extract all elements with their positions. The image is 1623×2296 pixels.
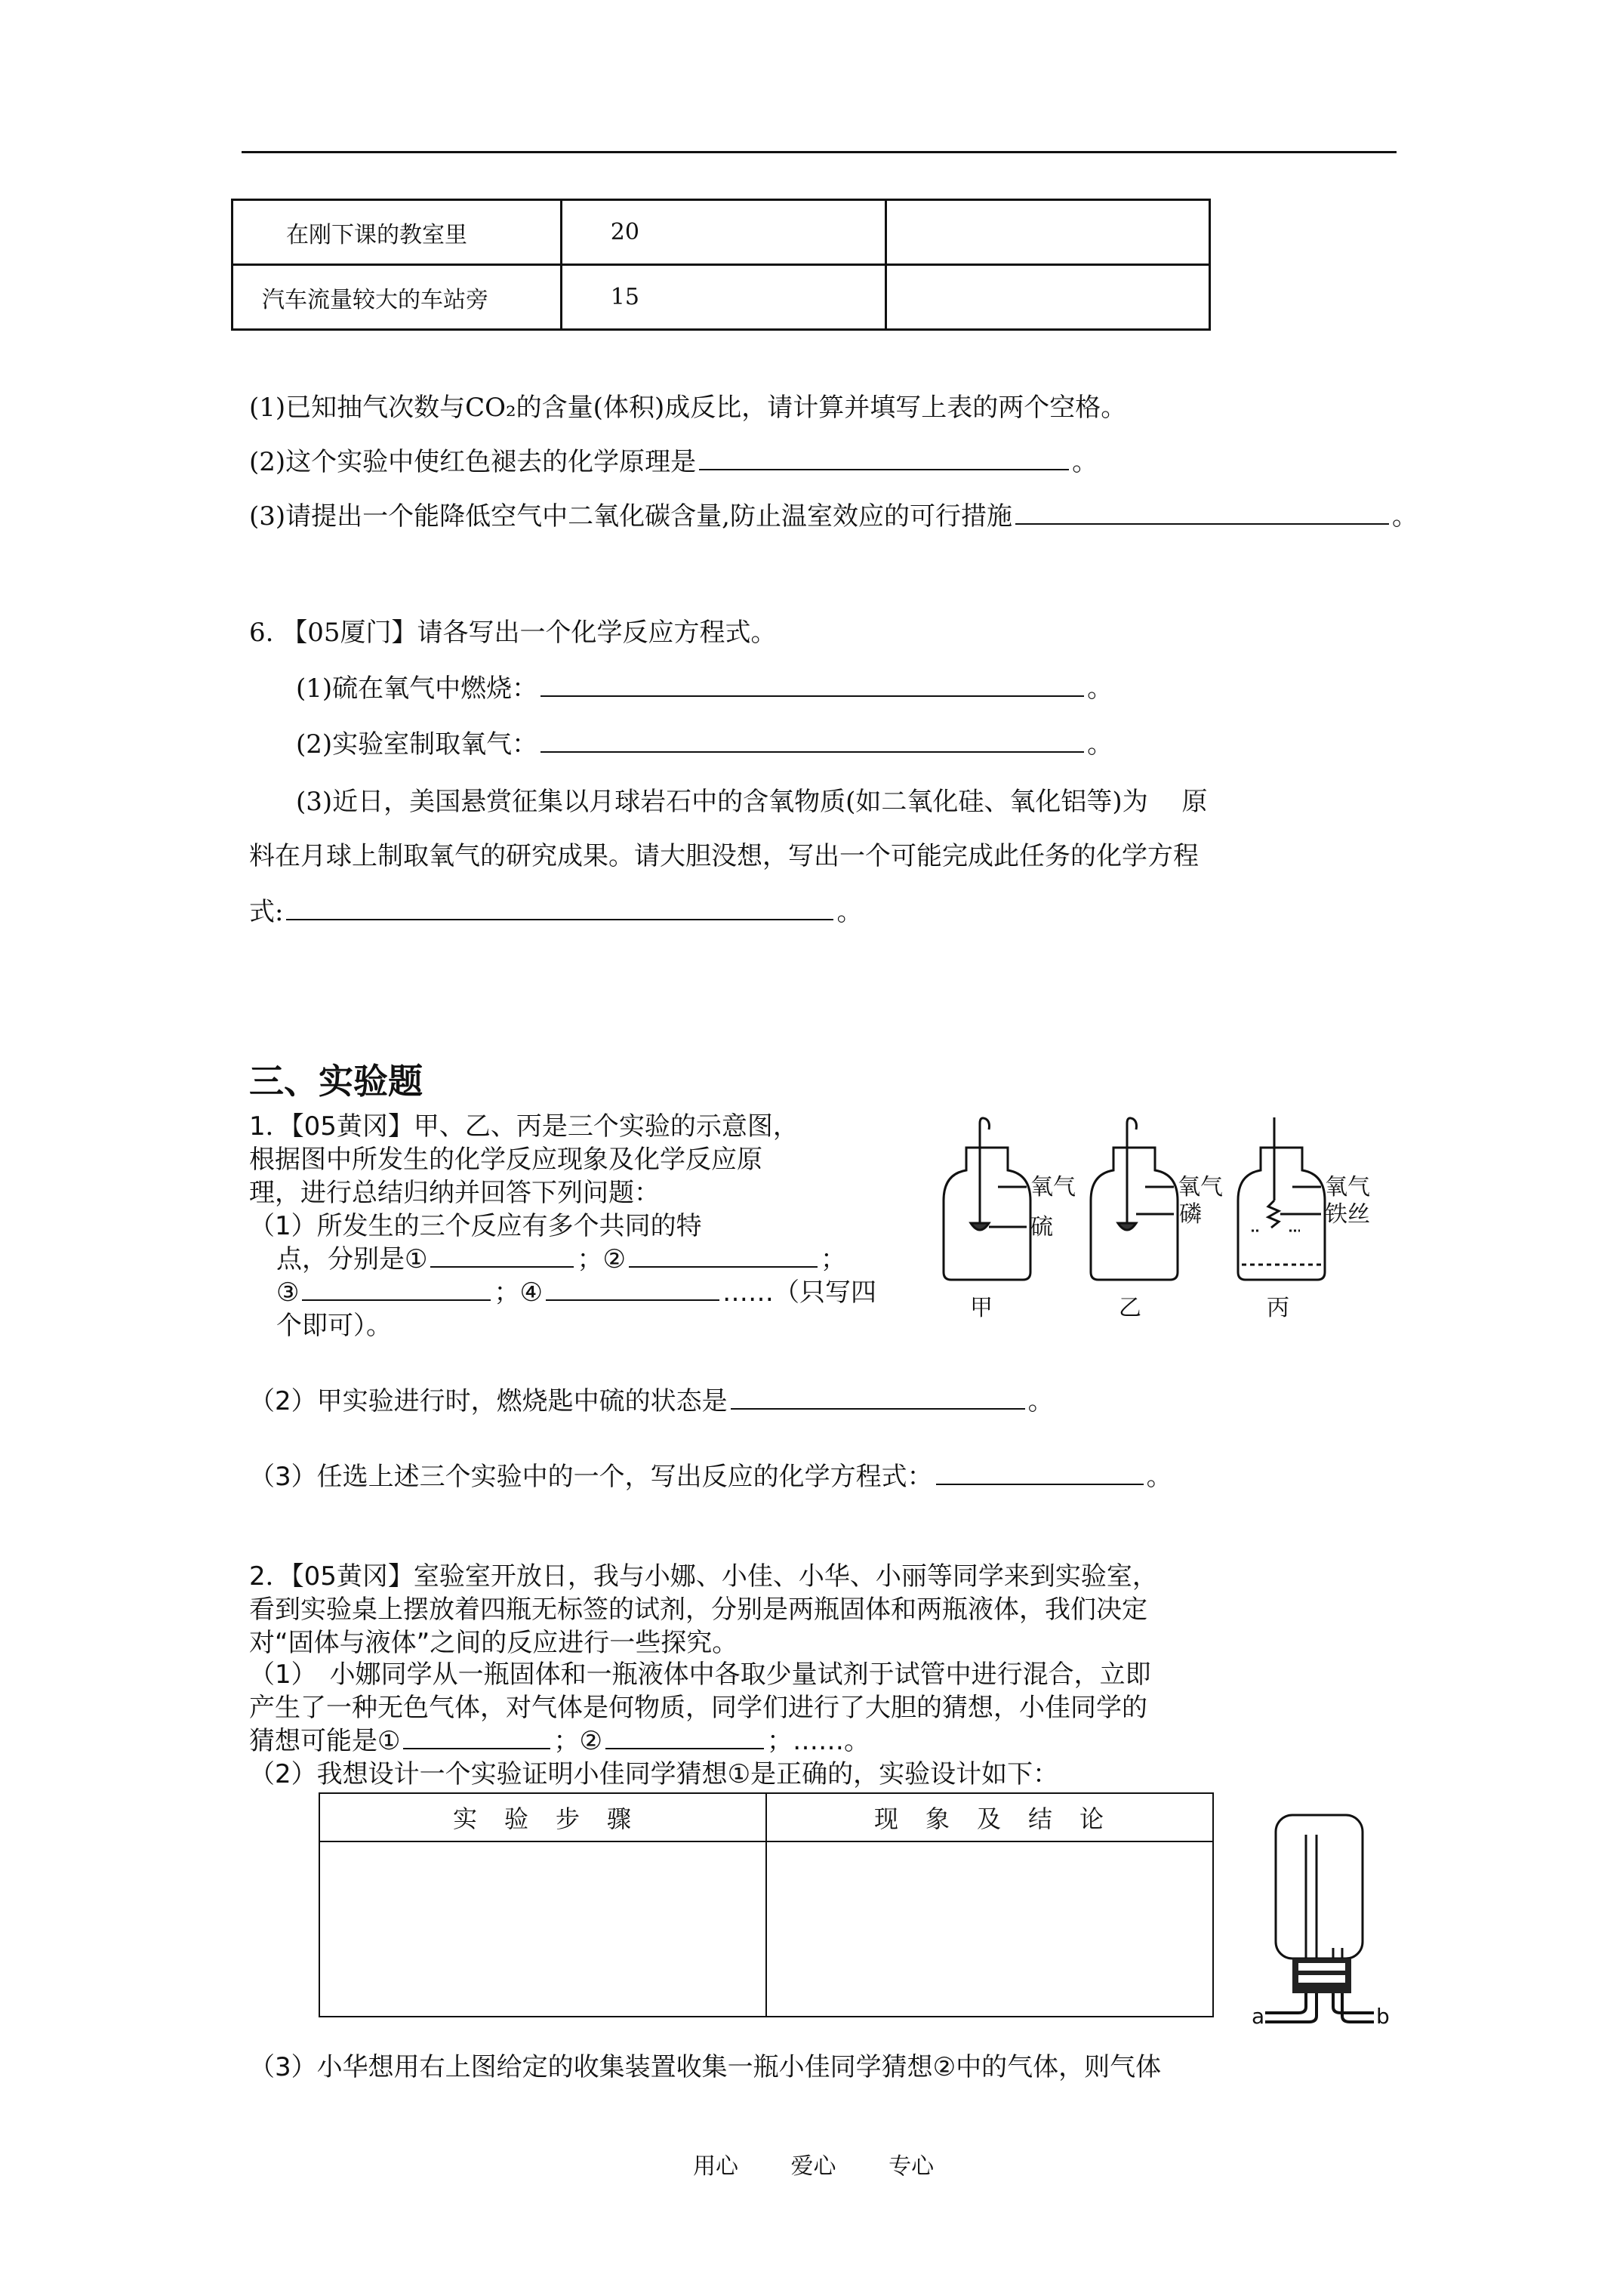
- e1-q3-end: 。: [1146, 1462, 1172, 1492]
- section-heading: 三、实验题: [249, 1061, 423, 1102]
- jia-name-label: 甲: [970, 1295, 993, 1321]
- e1-line5: [276, 1243, 846, 1276]
- jia-gas-label: 氧气: [1030, 1174, 1076, 1200]
- q5-line1: (1)已知抽气次数与CO₂的含量(体积)成反比，请计算并填写上表的两个空格。: [249, 393, 1127, 423]
- e1-line6-b: ；④: [494, 1277, 543, 1308]
- table-cell-place: 在刚下课的教室里: [233, 200, 562, 265]
- table-row: [233, 200, 1210, 265]
- e1-line3: 理，进行总结归纳并回答下列问题：: [249, 1178, 660, 1208]
- bing-name-label: 丙: [1267, 1295, 1289, 1321]
- bottle-jia: [944, 1118, 1030, 1280]
- e2-line6-c: ；……。: [766, 1726, 870, 1756]
- e2-line8: （3）小华想用右上图给定的收集装置收集一瓶小佳同学猜想②中的气体，则气体: [249, 2052, 1162, 2082]
- q6-sub2-end: 。: [1087, 729, 1113, 760]
- e1-q3: [249, 1460, 1172, 1493]
- footer-item: 专心: [888, 2153, 935, 2180]
- inlet-b-label: b: [1376, 2004, 1390, 2029]
- combustion-apparatus-figure: [936, 1117, 1404, 1329]
- e1-q2-text: （2）甲实验进行时，燃烧匙中硫的状态是: [249, 1386, 728, 1416]
- e1-line6-c: ……（只写四: [722, 1277, 876, 1308]
- table-header-steps: 实 验 步 骤: [319, 1793, 766, 1841]
- q5-line2: [249, 445, 1098, 479]
- table-cell-steps[interactable]: [319, 1841, 766, 2017]
- answer-blank[interactable]: [936, 1461, 1144, 1485]
- answer-blank[interactable]: [403, 1725, 550, 1749]
- e2-line6: [249, 1724, 870, 1758]
- answer-blank[interactable]: [540, 729, 1084, 753]
- header-rule: [242, 151, 1397, 153]
- table-cell-blank[interactable]: [886, 200, 1210, 265]
- q6-sub3-a: (3)近日，美国悬赏征集以月球岩石中的含氧物质(如二氧化硅、氧化铝等)为 原: [296, 787, 1208, 817]
- inlet-a-label: a: [1252, 2004, 1265, 2029]
- q5-line3-text: (3)请提出一个能降低空气中二氧化碳含量,防止温室效应的可行措施: [249, 501, 1012, 532]
- e2-line6-a: 猜想可能是①: [249, 1726, 401, 1756]
- q5-line2-text: (2)这个实验中使红色褪去的化学原理是: [249, 447, 697, 477]
- q6-sub1-text: (1)硫在氧气中燃烧：: [296, 673, 538, 704]
- gas-collection-bottle-figure: [1253, 1812, 1389, 2031]
- page-footer: [693, 2147, 979, 2180]
- yi-name-label: 乙: [1119, 1295, 1141, 1321]
- co2-table: [231, 199, 1211, 331]
- table-header-result: 现 象 及 结 论: [766, 1793, 1213, 1841]
- q6-title: 6. 【05厦门】请各写出一个化学反应方程式。: [249, 618, 777, 648]
- bing-substance-label: 铁丝: [1325, 1201, 1370, 1228]
- bing-gas-label: 氧气: [1325, 1174, 1370, 1200]
- e2-line4: （1） 小娜同学从一瓶固体和一瓶液体中各取少量试剂于试管中进行混合，立即: [249, 1660, 1151, 1690]
- q6-sub2: [296, 728, 1113, 761]
- answer-blank[interactable]: [430, 1244, 574, 1268]
- yi-gas-label: 氧气: [1178, 1174, 1223, 1200]
- e1-line6-a: ③: [276, 1277, 300, 1308]
- e1-line6: [276, 1276, 876, 1309]
- e1-line5-a: 点，分别是①: [276, 1244, 428, 1274]
- e1-q2-end: 。: [1027, 1386, 1054, 1416]
- table-row: [233, 265, 1210, 330]
- e2-line3: 对“固体与液体”之间的反应进行一些探究。: [249, 1628, 738, 1658]
- q5-line2-end: 。: [1072, 447, 1098, 477]
- e2-line1: 2．【05黄冈】室验室开放日，我与小娜、小佳、小华、小丽等同学来到实验室，: [249, 1561, 1158, 1592]
- table-cell-count: 20: [561, 200, 886, 265]
- q6-sub2-text: (2)实验室制取氧气：: [296, 729, 538, 760]
- experiment-design-table: [319, 1792, 1214, 2017]
- bottle-bing: [1238, 1117, 1325, 1280]
- answer-blank[interactable]: [629, 1244, 818, 1268]
- jia-substance-label: 硫: [1030, 1214, 1053, 1240]
- answer-blank[interactable]: [546, 1277, 719, 1301]
- answer-blank[interactable]: [731, 1385, 1025, 1410]
- q6-sub1: [296, 672, 1113, 705]
- q6-sub3-b: 料在月球上制取氧气的研究成果。请大胆没想，写出一个可能完成此任务的化学方程: [249, 841, 1199, 871]
- q6-sub3-c: [249, 895, 862, 929]
- answer-blank[interactable]: [286, 896, 833, 920]
- q5-line3-end: 。: [1391, 501, 1418, 532]
- e2-line7: （2）我想设计一个实验证明小佳同学猜想①是正确的，实验设计如下：: [249, 1759, 1059, 1789]
- e1-line1: 1．【05黄冈】甲、乙、丙是三个实验的示意图，: [249, 1111, 799, 1142]
- yi-substance-label: 磷: [1179, 1201, 1202, 1228]
- e1-q2: [249, 1385, 1054, 1418]
- table-cell-count: 15: [561, 265, 886, 330]
- q6-sub3-c-text: 式:: [249, 897, 284, 927]
- q6-sub3-end: 。: [836, 897, 863, 927]
- e1-q3-text: （3）任选上述三个实验中的一个，写出反应的化学方程式：: [249, 1462, 933, 1492]
- footer-item: 用心: [693, 2153, 738, 2180]
- table-header-row: [319, 1793, 1213, 1841]
- e2-line5: 产生了一种无色气体，对气体是何物质，同学们进行了大胆的猜想，小佳同学的: [249, 1693, 1147, 1723]
- table-row: [319, 1841, 1213, 2017]
- answer-blank[interactable]: [699, 446, 1069, 470]
- answer-blank[interactable]: [302, 1277, 491, 1301]
- bottle-yi: [1091, 1118, 1178, 1280]
- answer-blank[interactable]: [1015, 501, 1389, 525]
- footer-item: 爱心: [790, 2153, 836, 2180]
- table-cell-place: 汽车流量较大的车站旁: [233, 265, 562, 330]
- answer-blank[interactable]: [605, 1725, 764, 1749]
- q6-sub1-end: 。: [1087, 673, 1113, 704]
- e1-line4: （1）所发生的三个反应有多个共同的特: [249, 1211, 702, 1241]
- e2-line6-b: ；②: [553, 1726, 602, 1756]
- e1-line5-b: ；②: [577, 1244, 626, 1274]
- q5-line3: [249, 500, 1418, 533]
- answer-blank[interactable]: [540, 673, 1084, 697]
- e2-line2: 看到实验桌上摆放着四瓶无标签的试剂，分别是两瓶固体和两瓶液体，我们决定: [249, 1595, 1147, 1625]
- e1-line5-c: ；: [820, 1244, 846, 1274]
- table-cell-result[interactable]: [766, 1841, 1213, 2017]
- table-cell-blank[interactable]: [886, 265, 1210, 330]
- e1-line2: 根据图中所发生的化学反应现象及化学反应原: [249, 1145, 762, 1175]
- e1-line7: 个即可）。: [276, 1311, 392, 1341]
